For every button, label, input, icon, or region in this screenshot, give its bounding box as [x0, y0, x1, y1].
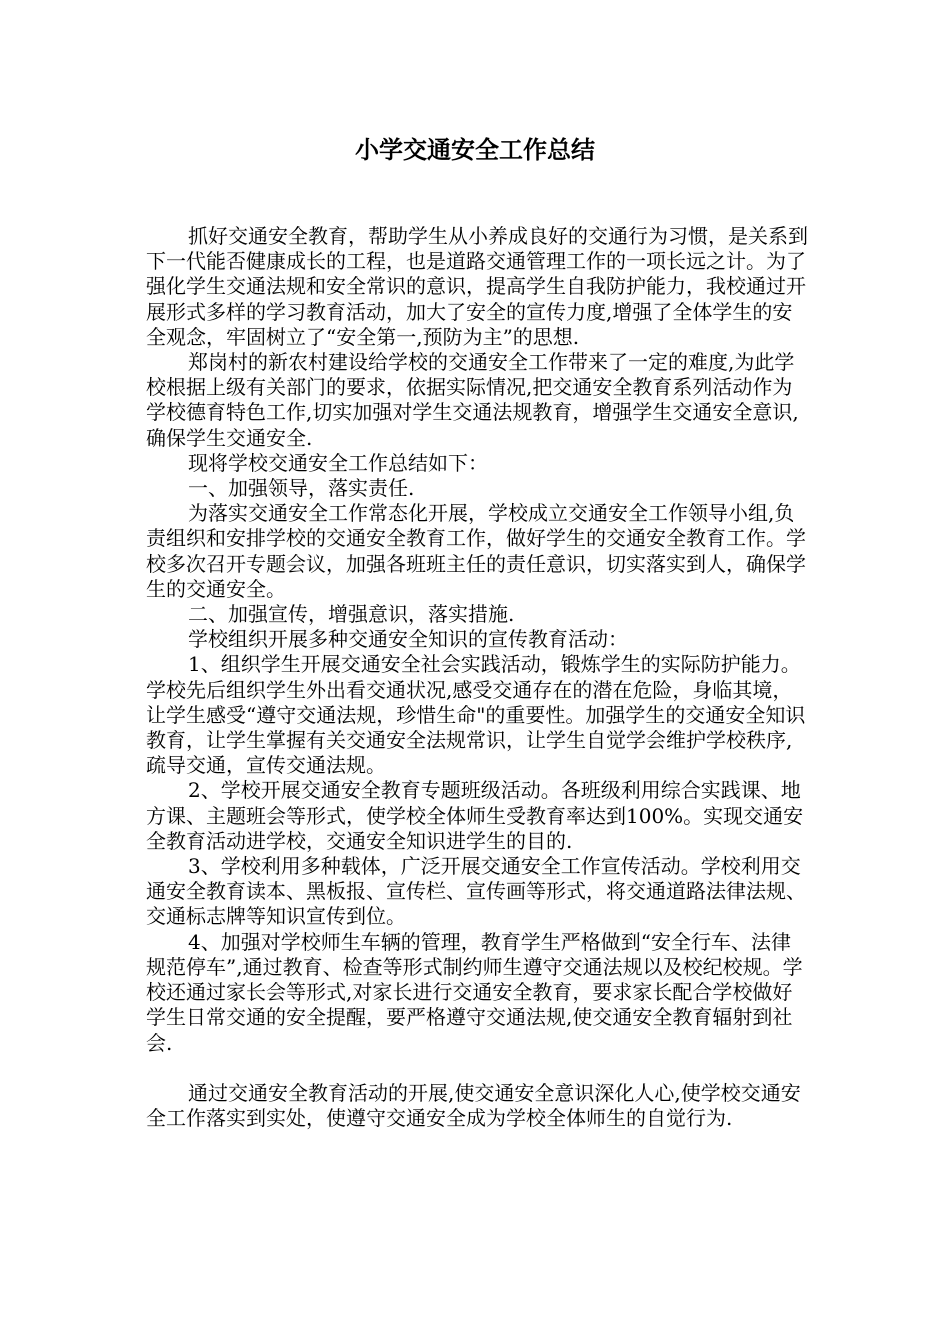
blank-line	[146, 1056, 810, 1081]
list-item-2: 2、学校开展交通安全教育专题班级活动。各班级利用综合实践课、地方课、主题班会等形式，使学校全体师生受教育率达到100%。实现交通安全教育活动进学校，交通安全知识进学生的目的.	[146, 778, 804, 853]
section-heading-1: 一、加强领导，落实责任.	[188, 476, 415, 501]
document-title: 小学交通安全工作总结	[355, 136, 595, 164]
document-body	[146, 224, 810, 1131]
list-item-3: 3、学校利用多种载体，广泛开展交通安全工作宣传活动。学校利用交通安全教育读本、黑板报、宣传栏、宣传画等形式，将交通道路法律法规、交通标志牌等知识宣传到位。	[146, 854, 806, 929]
section-heading-2: 二、加强宣传，增强意识，落实措施.	[188, 602, 515, 627]
paragraph-summary-lead: 现将学校交通安全工作总结如下：	[188, 450, 488, 475]
paragraph-intro: 抓好交通安全教育，帮助学生从小养成良好的交通行为习惯，是关系到下一代能否健康成长的工程，也是道路交通管理工作的一项长远之计。为了强化学生交通法规和安全常识的意识，提高学生自我防护能力，我校通过开展形式多样的学习教育活动，加大了安全的宣传力度,增强了全体学生的安全观念，牢固树立了“安全第一,预防为主”的思想.	[146, 224, 808, 349]
list-item-1: 1、组织学生开展交通安全社会实践活动，锻炼学生的实际防护能力。学校先后组织学生外出看交通状况,感受交通存在的潜在危险，身临其境，让学生感受“遵守交通法规，珍惜生命"的重要性。加强学生的交通安全知识教育，让学生掌握有关交通安全法规常识，让学生自觉学会维护学校秩序,疏导交通，宣传交通法规。	[146, 652, 806, 778]
paragraph-conclusion: 通过交通安全教育活动的开展,使交通安全意识深化人心,使学校交通安全工作落实到实处，使遵守交通安全成为学校全体师生的自觉行为.	[146, 1080, 801, 1131]
paragraph-background: 郑岗村的新农村建设给学校的交通安全工作带来了一定的难度,为此学校根据上级有关部门的要求，依据实际情况,把交通安全教育系列活动作为学校德育特色工作,切实加强对学生交通法规教育，增强学生交通安全意识,确保学生交通安全.	[146, 350, 799, 450]
list-item-4: 4、加强对学校师生车辆的管理，教育学生严格做到“安全行车、法律规范停车”,通过教育、检查等形式制约师生遵守交通法规以及校纪校规。学校还通过家长会等形式,对家长进行交通安全教育，要求家长配合学校做好学生日常交通的安全提醒，要严格遵守交通法规,使交通安全教育辐射到社会.	[146, 929, 803, 1055]
paragraph-section-2-lead: 学校组织开展多种交通安全知识的宣传教育活动：	[188, 627, 628, 652]
paragraph-section-1: 为落实交通安全工作常态化开展，学校成立交通安全工作领导小组,负责组织和安排学校的交通安全教育工作，做好学生的交通安全教育工作。学校多次召开专题会议，加强各班班主任的责任意识，切实落实到人，确保学生的交通安全。	[146, 501, 806, 601]
